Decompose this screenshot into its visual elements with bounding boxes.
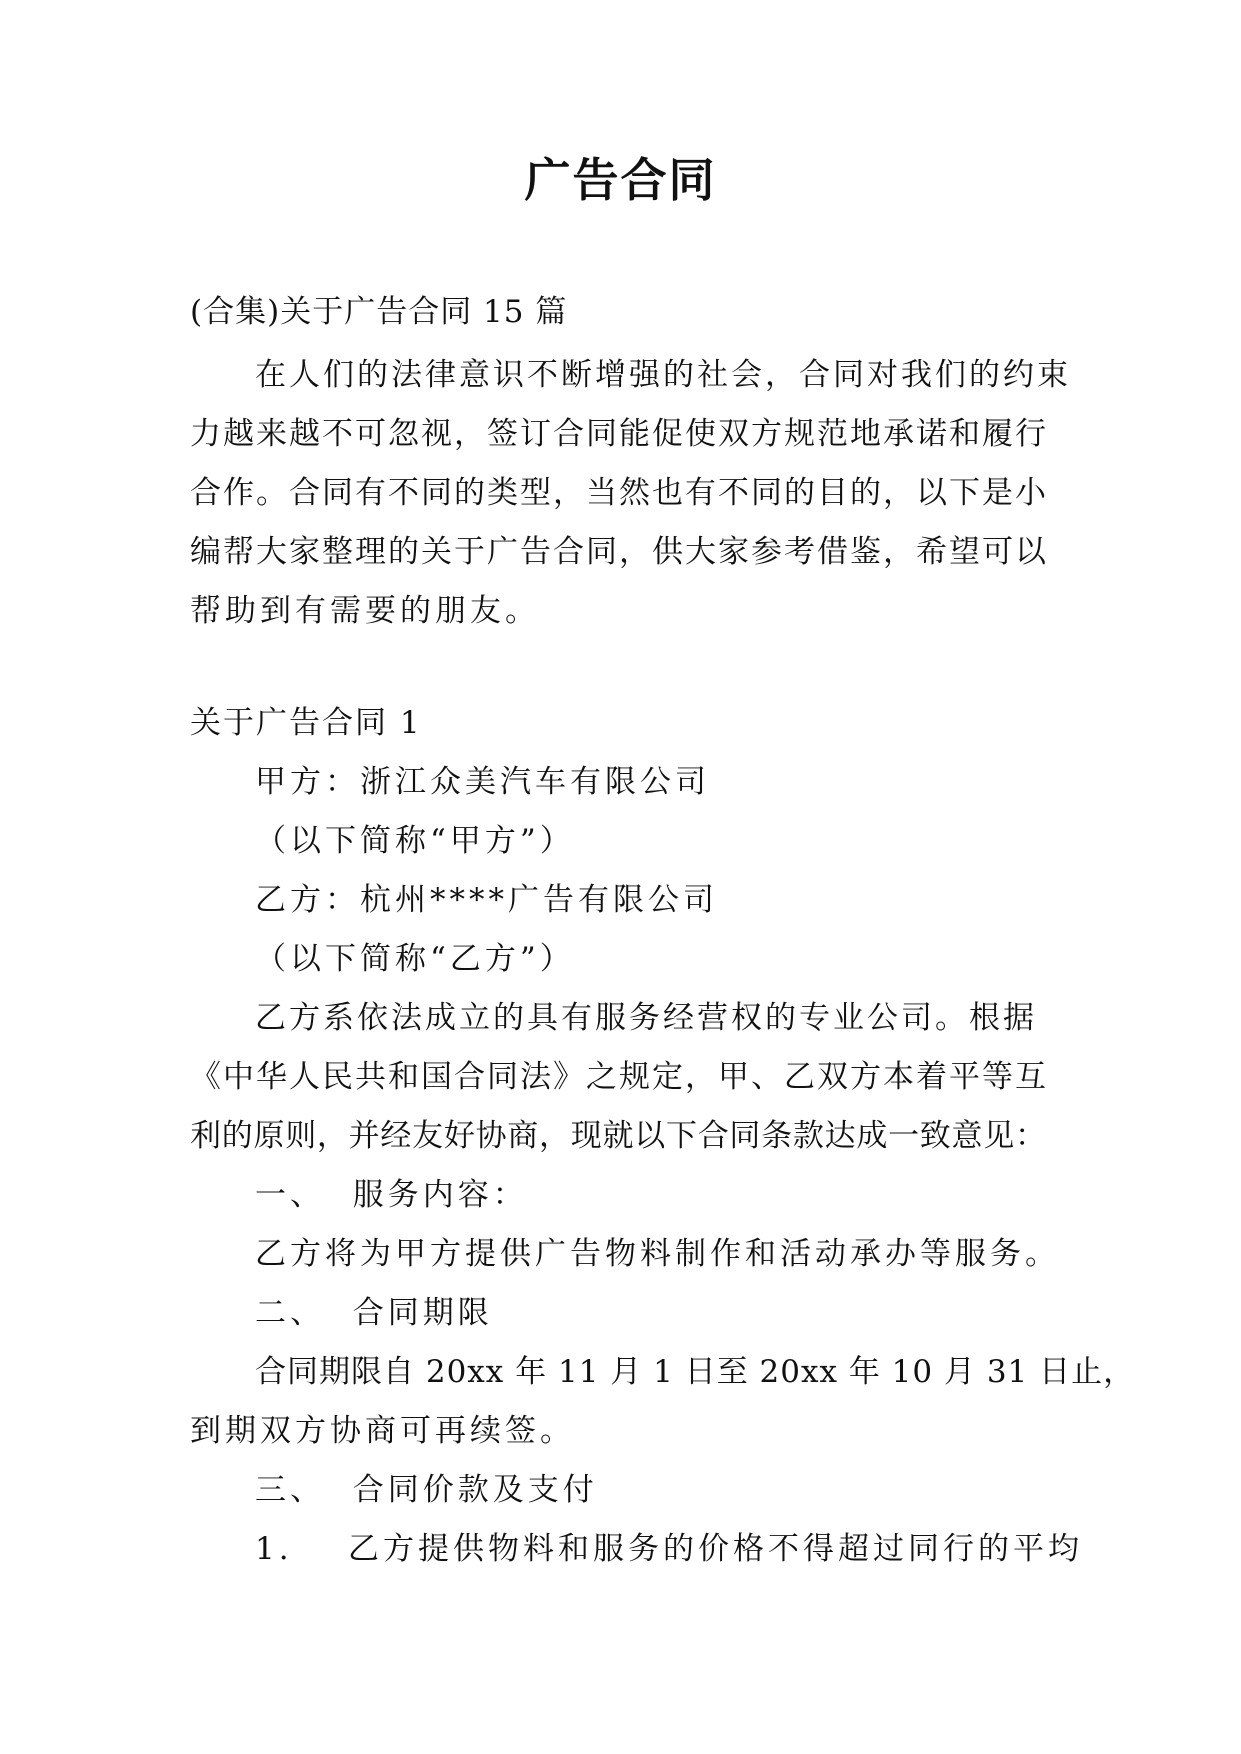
intro-line-4: 编帮大家整理的关于广告合同，供大家参考借鉴，希望可以: [190, 534, 1046, 570]
document-title: 广告合同: [524, 153, 717, 207]
intro-line-5: 帮助到有需要的朋友。: [190, 593, 540, 629]
party-a-abbreviation: （以下简称“甲方”）: [255, 823, 575, 859]
clause-2-line-1: 合同期限自 20xx 年 11 月 1 日至 20xx 年 10 月 31 日止，: [255, 1354, 1136, 1390]
party-b-abbreviation: （以下简称“乙方”）: [255, 941, 575, 977]
party-b: 乙方：杭州****广告有限公司: [255, 882, 718, 918]
preamble-line-1: 乙方系依法成立的具有服务经营权的专业公司。根据: [255, 1000, 1037, 1036]
clause-1-text: 乙方将为甲方提供广告物料制作和活动承办等服务。: [255, 1236, 1060, 1272]
intro-line-1: 在人们的法律意识不断增强的社会，合同对我们的约束: [255, 357, 1071, 393]
intro-line-2: 力越来越不可忽视，签订合同能促使双方规范地承诺和履行: [190, 416, 1046, 452]
clause-2-line-2: 到期双方协商可再续签。: [190, 1413, 575, 1449]
section-heading: 关于广告合同 1: [190, 705, 422, 741]
clause-2-heading: 二、 合同期限: [255, 1295, 493, 1331]
preamble-line-2: 《中华人民共和国合同法》之规定，甲、乙双方本着平等互: [190, 1059, 1046, 1095]
document-subtitle: (合集)关于广告合同 15 篇: [190, 294, 568, 330]
clause-3-item-1: 1. 乙方提供物料和服务的价格不得超过同行的平均: [255, 1531, 1083, 1567]
clause-3-heading: 三、 合同价款及支付: [255, 1472, 598, 1508]
party-a: 甲方：浙江众美汽车有限公司: [255, 764, 710, 800]
intro-line-3: 合作。合同有不同的类型，当然也有不同的目的，以下是小: [190, 475, 1046, 511]
preamble-line-3: 利的原则，并经友好协商，现就以下合同条款达成一致意见：: [190, 1118, 1046, 1154]
clause-1-heading: 一、 服务内容：: [255, 1177, 528, 1213]
